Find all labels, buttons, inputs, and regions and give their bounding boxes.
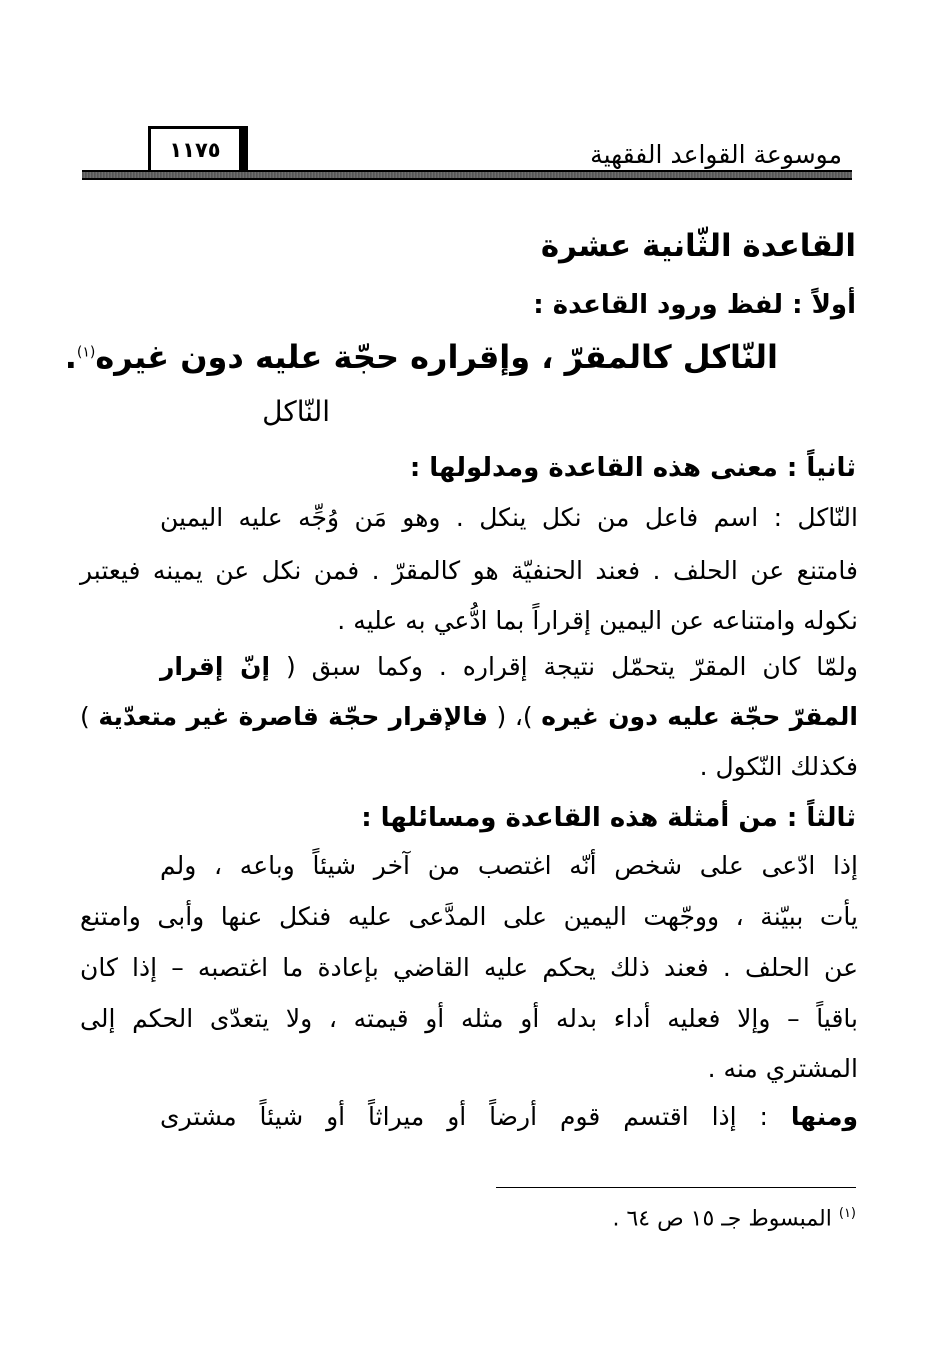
text-span: ) — [80, 702, 99, 731]
paragraph-line: النّاكل : اسم فاعل من نكل ينكل . وهو مَن وُجِّه عليه اليمين — [160, 503, 858, 532]
rule-statement-text: النّاكل كالمقرّ ، وإقراره حجّة عليه دون غيره — [95, 338, 778, 376]
footnote-text: المبسوط جـ ١٥ ص ٦٤ . — [612, 1206, 839, 1232]
paragraph-line: باقياً – وإلا فعليه أداء بدله أو مثله أو قيمته ، ولا يتعدّى الحكم إلى — [80, 1004, 858, 1033]
rule-keyword: النّاكل — [262, 395, 330, 428]
example-label: ومنها — [790, 1102, 858, 1131]
page-number-box — [148, 126, 248, 171]
paragraph-line: فامتنع عن الحلف . فعند الحنفيّة هو كالمقرّ . فمن نكل عن يمينه فيعتبر — [80, 556, 858, 585]
paragraph-line: نكوله وامتناعه عن اليمين إقراراً بما ادُّعي به عليه . — [337, 606, 858, 635]
page-number: ١١٧٥ — [169, 138, 221, 162]
text-span: : إذا اقتسم قوم أرضاً أو ميراثاً أو شيئاً مشترى — [160, 1102, 791, 1131]
footnote-number: (١) — [838, 1206, 856, 1221]
text-span: )، ( — [487, 702, 542, 731]
footnote-divider — [496, 1187, 856, 1188]
rule-heading: القاعدة الثّانية عشرة — [540, 228, 856, 264]
paragraph-line: المشتري منه . — [707, 1054, 858, 1083]
section-1-title: أولاً : لفظ ورود القاعدة : — [533, 290, 856, 320]
quoted-rule: فالإقرار حجّة قاصرة غير متعدّية — [98, 702, 488, 731]
footnote-ref: (١) — [76, 344, 96, 361]
section-2-title: ثانياً : معنى هذه القاعدة ومدلولها : — [409, 453, 856, 483]
rule-statement — [65, 338, 778, 376]
text-span: ولمّا كان المقرّ يتحمّل نتيجة إقراره . وكما سبق ( — [270, 652, 858, 681]
paragraph-line: عن الحلف . فعند ذلك يحكم عليه القاضي بإعادة ما اغتصبه – إذا كان — [80, 953, 858, 982]
rule-statement-end: . — [64, 338, 77, 376]
quoted-rule: المقرّ حجّة عليه دون غيره — [541, 702, 858, 731]
quoted-rule: إنّ إقرار — [160, 652, 271, 681]
paragraph-line: إذا ادّعى على شخص أنّه اغتصب من آخر شيئاً وباعه ، ولم — [160, 851, 858, 880]
paragraph-line: فكذلك النّكول . — [699, 752, 858, 781]
paragraph-line — [160, 1102, 858, 1132]
paragraph-line: يأت ببيّنة ، ووجّهت اليمين على المدَّعى عليه فنكل عنها وأبى وامتنع — [80, 902, 858, 931]
book-title: موسوعة القواعد الفقهية — [590, 140, 842, 169]
paragraph-line — [160, 652, 858, 682]
section-3-title: ثالثاً : من أمثلة هذه القاعدة ومسائلها : — [361, 803, 856, 833]
paragraph-line — [80, 702, 858, 732]
footnote — [612, 1206, 856, 1231]
header-rule — [82, 170, 852, 180]
